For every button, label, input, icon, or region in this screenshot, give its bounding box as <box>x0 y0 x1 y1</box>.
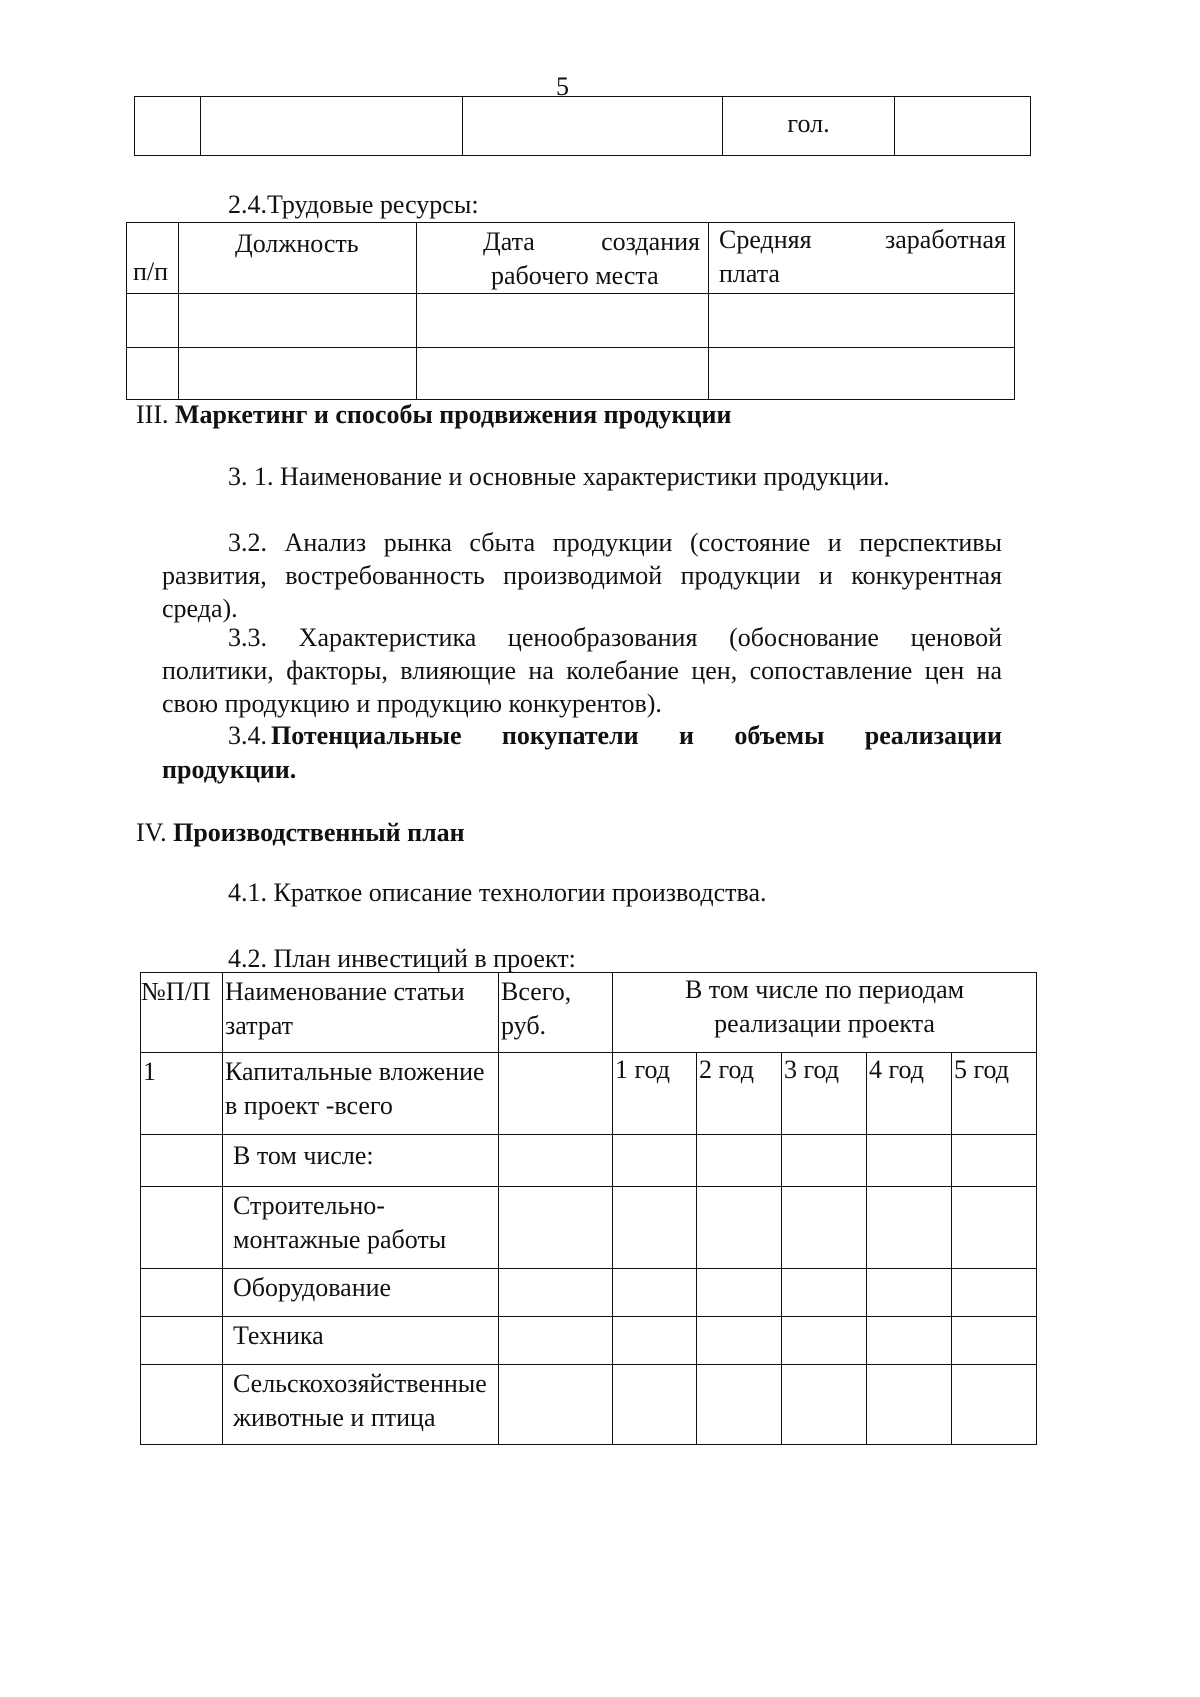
table-header-row <box>141 973 1037 1053</box>
year-label: 3 год <box>784 1055 839 1084</box>
header-cell: Средняя заработная плата <box>709 223 1015 294</box>
section-heading-4: IV. Производственный план <box>136 818 465 847</box>
header-cell: В том числе по периодам реализации проекта <box>613 973 1037 1053</box>
section-heading-3: III. Маркетинг и способы продвижения продукции <box>136 400 732 429</box>
year-label: 5 год <box>954 1055 1009 1084</box>
table-cell <box>723 97 895 156</box>
table-row: Оборудование <box>141 1269 1037 1317</box>
table-row: В том числе: <box>141 1135 1037 1187</box>
table-row: Сельскохозяйственные животные и птица <box>141 1365 1037 1445</box>
paragraph-3-2-line2: развития, востребованность производимой продукции и конкурентная <box>162 561 1002 590</box>
paragraph-3-2-line1: 3.2. Анализ рынка сбыта продукции (состояние и перспективы <box>228 528 1002 557</box>
paragraph-4-1: 4.1. Краткое описание технологии производства. <box>228 878 767 907</box>
table-row: 1 Капитальные вложение в проект -всего 1 год 2 год 3 год 4 год 5 год <box>141 1053 1037 1135</box>
header-cell: Должность <box>179 223 417 294</box>
table-cell <box>895 97 1031 156</box>
table-header-row <box>127 223 1015 294</box>
paragraph-3-3-line1: 3.3. Характеристика ценообразования (обоснование ценовой <box>228 623 1002 652</box>
paragraph-3-3-line2: политики, факторы, влияющие на колебание цен, сопоставление цен на <box>162 656 1002 685</box>
investment-plan-table <box>140 972 1037 1445</box>
table-cell <box>135 97 201 156</box>
header-cell: №П/П <box>141 973 223 1053</box>
header-cell: Наименование статьи затрат <box>223 973 499 1053</box>
table-row: Техника <box>141 1317 1037 1365</box>
year-label: 2 год <box>699 1055 754 1084</box>
unit-label: гол. <box>787 109 830 138</box>
table-row <box>127 348 1015 400</box>
paragraph-3-2-line3: среда). <box>162 594 238 623</box>
section-heading-2-4: 2.4.Трудовые ресурсы: <box>228 190 479 219</box>
table-row: Строительно- монтажные работы <box>141 1187 1037 1269</box>
page-number: 5 <box>556 72 569 101</box>
paragraph-3-4-line1: 3.4. Потенциальные покупатели и объемы реализации <box>228 721 1002 750</box>
header-cell: п/п <box>127 223 179 294</box>
table-row <box>127 294 1015 348</box>
paragraph-3-3-line3: свою продукцию и продукцию конкурентов). <box>162 689 662 718</box>
paragraph-4-2: 4.2. План инвестиций в проект: <box>228 944 576 973</box>
table-cell <box>201 97 463 156</box>
table-cell <box>463 97 723 156</box>
continued-table <box>134 96 1031 156</box>
header-cell: Дата создания рабочего места <box>417 223 709 294</box>
header-cell: Всего, руб. <box>499 973 613 1053</box>
paragraph-3-1: 3. 1. Наименование и основные характеристики продукции. <box>228 462 890 491</box>
year-label: 4 год <box>869 1055 924 1084</box>
year-label: 1 год <box>615 1055 670 1084</box>
paragraph-3-4-line2: продукции. <box>162 755 297 784</box>
labor-resources-table <box>126 222 1015 400</box>
